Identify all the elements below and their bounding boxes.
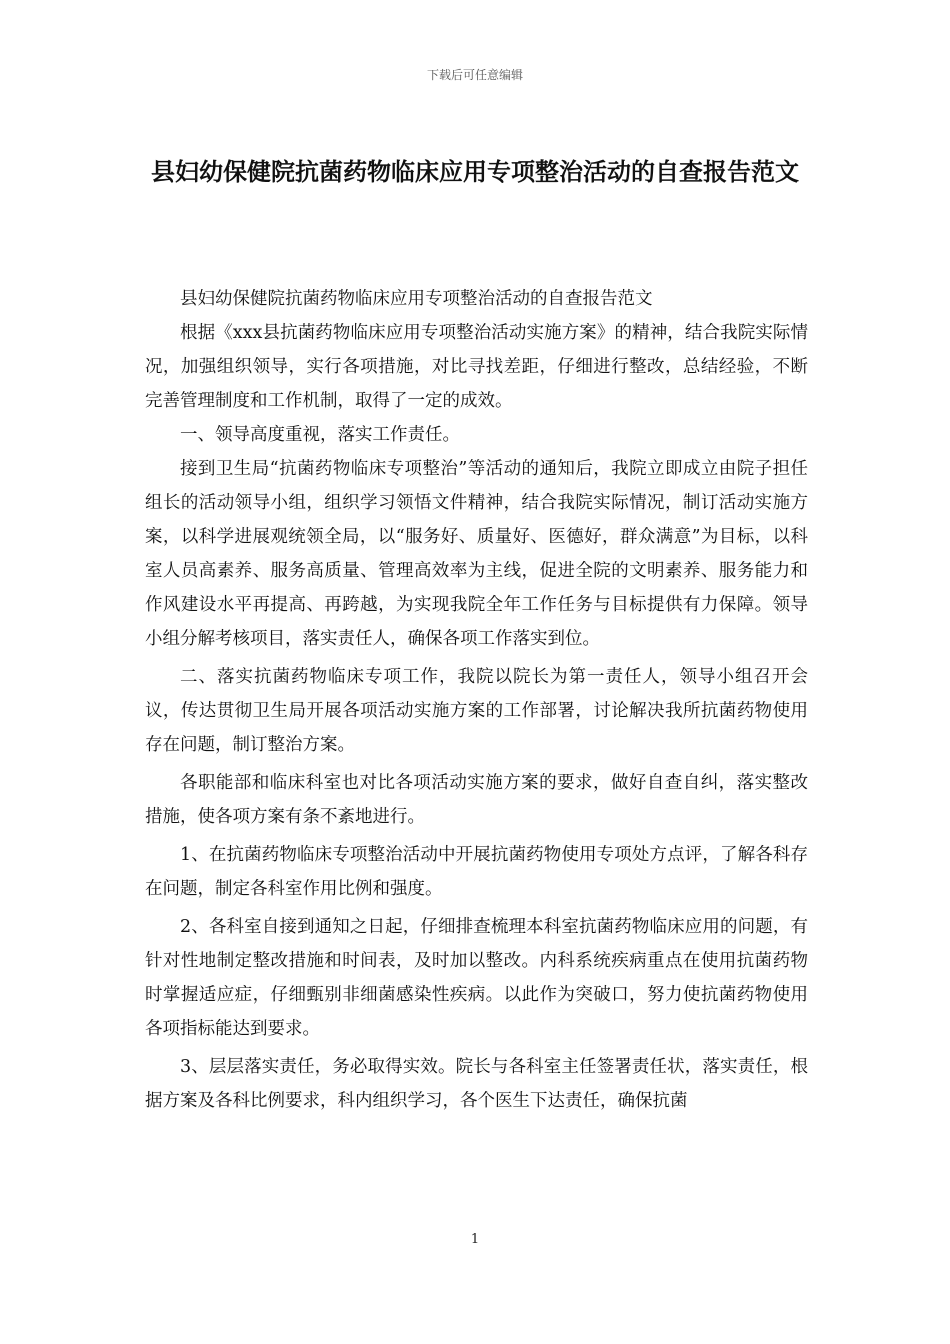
document-body [145, 282, 808, 1118]
section-heading-1: 一、领导高度重视，落实工作责任。 [180, 425, 460, 445]
paragraph-departments: 各职能部和临床科室也对比各项活动实施方案的要求，做好自查自纠，落实整改措施，使各项方案有条不紊地进行。 [145, 773, 808, 827]
list-item-3: 3、层层落实责任，务必取得实效。院长与各科室主任签署责任状，落实责任，根据方案及各科比例要求，科内组织学习，各个医生下达责任，确保抗菌 [145, 1057, 808, 1111]
list-item-2: 2、各科室自接到通知之日起，仔细排查梳理本科室抗菌药物临床应用的问题，有针对性地制定整改措施和时间表，及时加以整改。内科系统疾病重点在使用抗菌药物时掌握适应症，仔细甄别非细菌感染性疾病。以此作为突破口，努力使抗菌药物使用各项指标能达到要求。 [145, 917, 808, 1039]
list-item-1: 1、在抗菌药物临床专项整治活动中开展抗菌药物使用专项处方点评，了解各科存在问题，制定各科室作用比例和强度。 [145, 845, 808, 899]
header-note: 下载后可任意编辑 [426, 68, 523, 82]
page-number: 1 [470, 1232, 480, 1247]
paragraph-section-1: 接到卫生局“抗菌药物临床专项整治”等活动的通知后，我院立即成立由院子担任组长的活动领导小组，组织学习领悟文件精神，结合我院实际情况，制订活动实施方案，以科学进展观统领全局，以“服务好、质量好、医德好，群众满意”为目标，以科室人员高素养、服务高质量、管理高效率为主线，促进全院的文明素养、服务能力和作风建设水平再提高、再跨越，为实现我院全年工作任务与目标提供有力保障。领导小组分解考核项目，落实责任人，确保各项工作落实到位。 [145, 459, 808, 649]
paragraph-section-2: 二、落实抗菌药物临床专项工作，我院以院长为第一责任人，领导小组召开会议，传达贯彻卫生局开展各项活动实施方案的工作部署，讨论解决我所抗菌药物使用存在问题，制订整治方案。 [145, 667, 808, 755]
document-title: 县妇幼保健院抗菌药物临床应用专项整治活动的自查报告范文 [151, 158, 799, 186]
paragraph-intro: 根据《xxx县抗菌药物临床应用专项整治活动实施方案》的精神，结合我院实际情况，加强组织领导，实行各项措施，对比寻找差距，仔细进行整改，总结经验，不断完善管理制度和工作机制，取得了一定的成效。 [145, 323, 808, 411]
paragraph-subtitle: 县妇幼保健院抗菌药物临床应用专项整治活动的自查报告范文 [180, 289, 653, 309]
